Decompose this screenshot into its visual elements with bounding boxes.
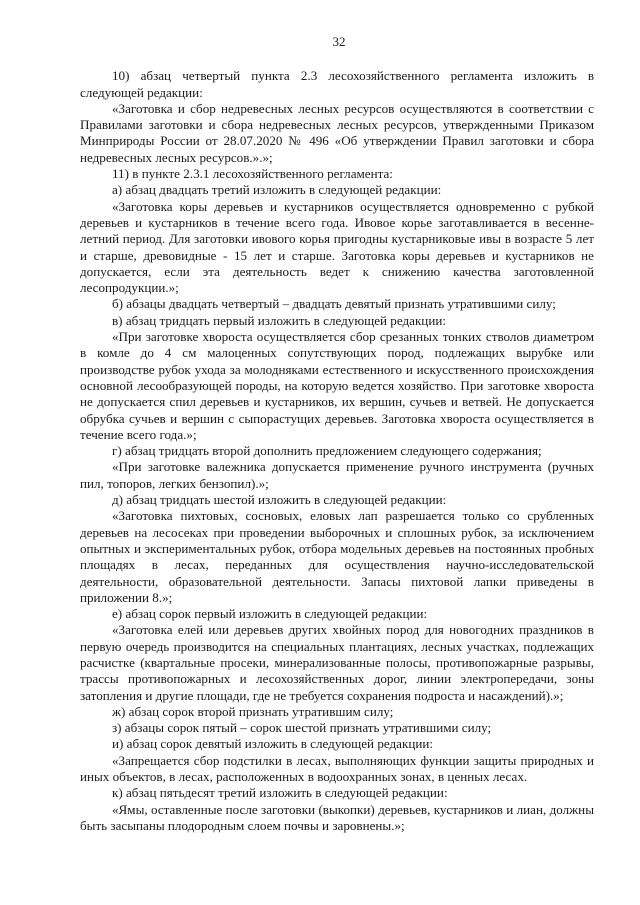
paragraph: ж) абзац сорок второй признать утратившим силу; xyxy=(112,703,394,719)
document-body xyxy=(80,68,594,834)
page-number: 32 xyxy=(332,34,346,49)
paragraph: и) абзац сорок девятый изложить в следующей редакции: xyxy=(112,736,434,752)
paragraph: «Заготовка елей или деревьев других хвойных пород для новогодних праздников в первую очередь производится на специальных плантациях, лесных участках, подлежащих расчистке (квартальные просеки, минерализованные полосы, противопожарные разрывы, трассы противопожарных и лесохозяйственных дорог, линии электропередачи, зоны затопления и другие площади, где не требуется сохранения подроста и насаждений).»; xyxy=(80,622,594,703)
paragraph: б) абзацы двадцать четвертый – двадцать девятый признать утратившими силу; xyxy=(112,296,556,312)
paragraph: «Заготовка пихтовых, сосновых, еловых лап разрешается только со срубленных деревьев на лесосеках при проведении выборочных и сплошных рубок, за исключением опытных и экспериментальных рубок, отбора модельных деревьев на постоянных пробных площадях в лесах, переданных для осуществления научно-исследовательской деятельности, образовательной деятельности. Запасы пихтовой лапки приведены в приложении 8.»; xyxy=(80,508,594,605)
paragraph: а) абзац двадцать третий изложить в следующей редакции: xyxy=(112,182,442,198)
paragraph: 11) в пункте 2.3.1 лесохозяйственного регламента: xyxy=(112,166,393,182)
paragraph: 10) абзац четвертый пункта 2.3 лесохозяйственного регламента изложить в следующей редакции: xyxy=(80,68,594,100)
paragraph: «При заготовке хвороста осуществляется сбор срезанных тонких стволов диаметром в комле до 4 см малоценных сопутствующих пород, подлежащих вырубке или производстве рубок ухода за молодняками естественного и искусственного происхождения основной лесообразующей породы, на которую ведется хозяйство. При заготовке хвороста не допускается спил деревьев и кустарников, их вершин, сучьев и ветвей. Не допускается обрубка сучьев и вершин с сыпорастущих деревьев. Заготовка хвороста осуществляется в течение всего года.»; xyxy=(80,329,594,442)
paragraph: в) абзац тридцать первый изложить в следующей редакции: xyxy=(112,312,446,328)
paragraph: «Заготовка коры деревьев и кустарников осуществляется одновременно с рубкой деревьев и кустарников в течение всего года. Ивовое корье заготавливается в весенне-летний период. Для заготовки ивового корья пригодны кустарниковые ивы в возрасте 5 лет и старше, древовидные - 15 лет и старше. Заготовка коры деревьев и кустарников не допускается, если эта деятельность ведет к снижению качества заготовленной лесопродукции.»; xyxy=(80,198,594,296)
paragraph: з) абзацы сорок пятый – сорок шестой признать утратившими силу; xyxy=(112,720,492,736)
paragraph: е) абзац сорок первый изложить в следующей редакции: xyxy=(112,606,428,622)
paragraph: «Запрещается сбор подстилки в лесах, выполняющих функции защиты природных и иных объектов, в лесах, расположенных в водоохранных зонах, в ценных лесах. xyxy=(80,752,594,785)
paragraph: «При заготовке валежника допускается применение ручного инструмента (ручных пил, топоров, легких бензопил).»; xyxy=(80,459,594,491)
paragraph: к) абзац пятьдесят третий изложить в следующей редакции: xyxy=(112,785,448,801)
paragraph: д) абзац тридцать шестой изложить в следующей редакции: xyxy=(112,492,447,508)
paragraph: г) абзац тридцать второй дополнить предложением следующего содержания; xyxy=(112,443,542,459)
paragraph: «Ямы, оставленные после заготовки (выкопки) деревьев, кустарников и лиан, должны быть засыпаны плодородным слоем почвы и заровнены.»; xyxy=(80,801,594,833)
paragraph: «Заготовка и сбор недревесных лесных ресурсов осуществляются в соответствии с Правилами заготовки и сбора недревесных лесных ресурсов, утвержденными Приказом Минприроды России от 28.07.2020 № 496 «Об утверждении Правил заготовки и сбора недревесных лесных ресурсов.».»; xyxy=(80,100,594,165)
